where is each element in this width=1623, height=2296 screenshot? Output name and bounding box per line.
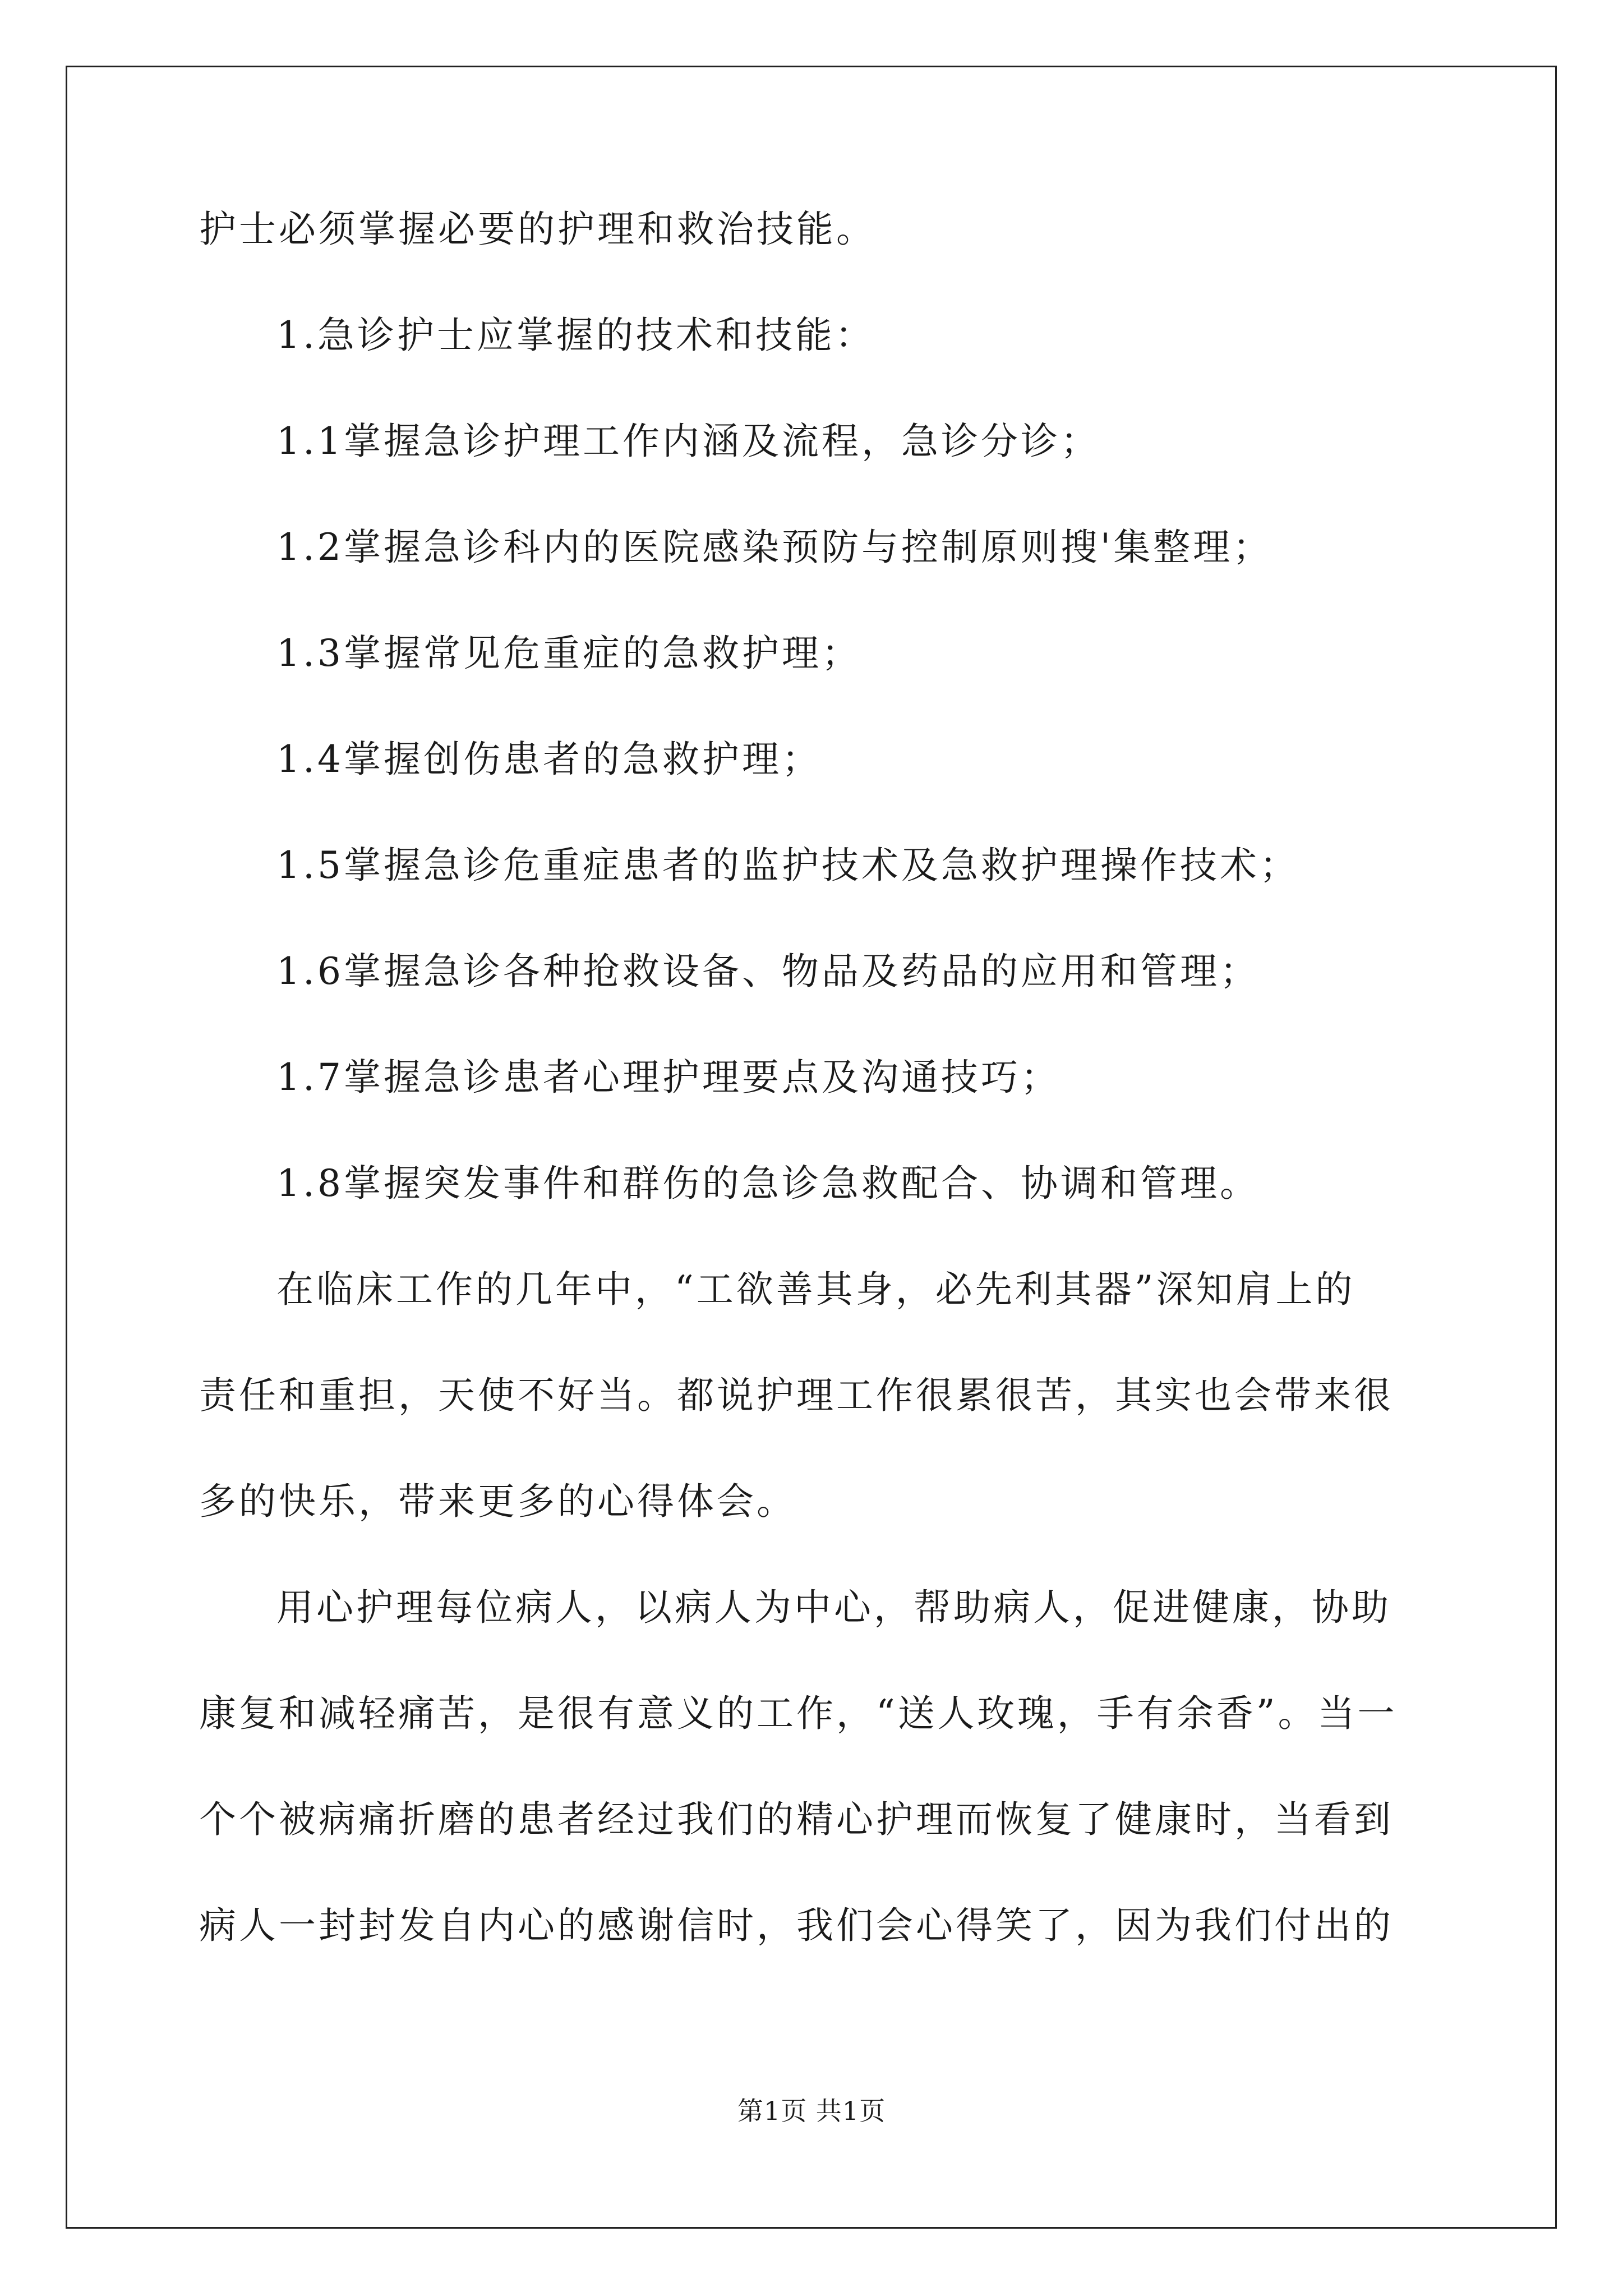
text-line: 1.4掌握创伤患者的急救护理； bbox=[276, 738, 822, 781]
text-line: 病人一封封发自内心的感谢信时，我们会心得笑了，因为我们付出的 bbox=[199, 1904, 1394, 1947]
text-line: 在临床工作的几年中，“工欲善其身，必先利其器”深知肩上的 bbox=[276, 1268, 1355, 1311]
page-footer: 第1页 共1页 bbox=[737, 2096, 886, 2126]
text-line: 康复和减轻痛苦，是很有意义的工作，“送人玫瑰，手有余香”。当一 bbox=[199, 1692, 1398, 1735]
text-line: 个个被病痛折磨的患者经过我们的精心护理而恢复了健康时，当看到 bbox=[199, 1798, 1394, 1841]
text-line: 多的快乐，带来更多的心得体会。 bbox=[199, 1480, 796, 1523]
text-line: 用心护理每位病人，以病人为中心，帮助病人，促进健康，协助 bbox=[276, 1586, 1391, 1629]
text-line: 1.急诊护士应掌握的技术和技能： bbox=[276, 314, 875, 357]
text-line: 1.3掌握常见危重症的急救护理； bbox=[276, 632, 861, 675]
text-line: 1.1掌握急诊护理工作内涵及流程，急诊分诊； bbox=[276, 420, 1100, 463]
text-line: 1.6掌握急诊各种抢救设备、物品及药品的应用和管理； bbox=[276, 950, 1260, 993]
text-line: 1.5掌握急诊危重症患者的监护技术及急救护理操作技术； bbox=[276, 844, 1299, 887]
text-line: 1.7掌握急诊患者心理护理要点及沟通技巧； bbox=[276, 1056, 1061, 1099]
document-body bbox=[199, 208, 1422, 2010]
text-line: 1.8掌握突发事件和群伤的急诊急救配合、协调和管理。 bbox=[276, 1162, 1260, 1205]
text-line: 责任和重担，天使不好当。都说护理工作很累很苦，其实也会带来很 bbox=[199, 1374, 1394, 1417]
text-line: 护士必须掌握必要的护理和救治技能。 bbox=[199, 208, 876, 251]
text-line: 1.2掌握急诊科内的医院感染预防与控制原则搜'集整理； bbox=[276, 526, 1273, 569]
